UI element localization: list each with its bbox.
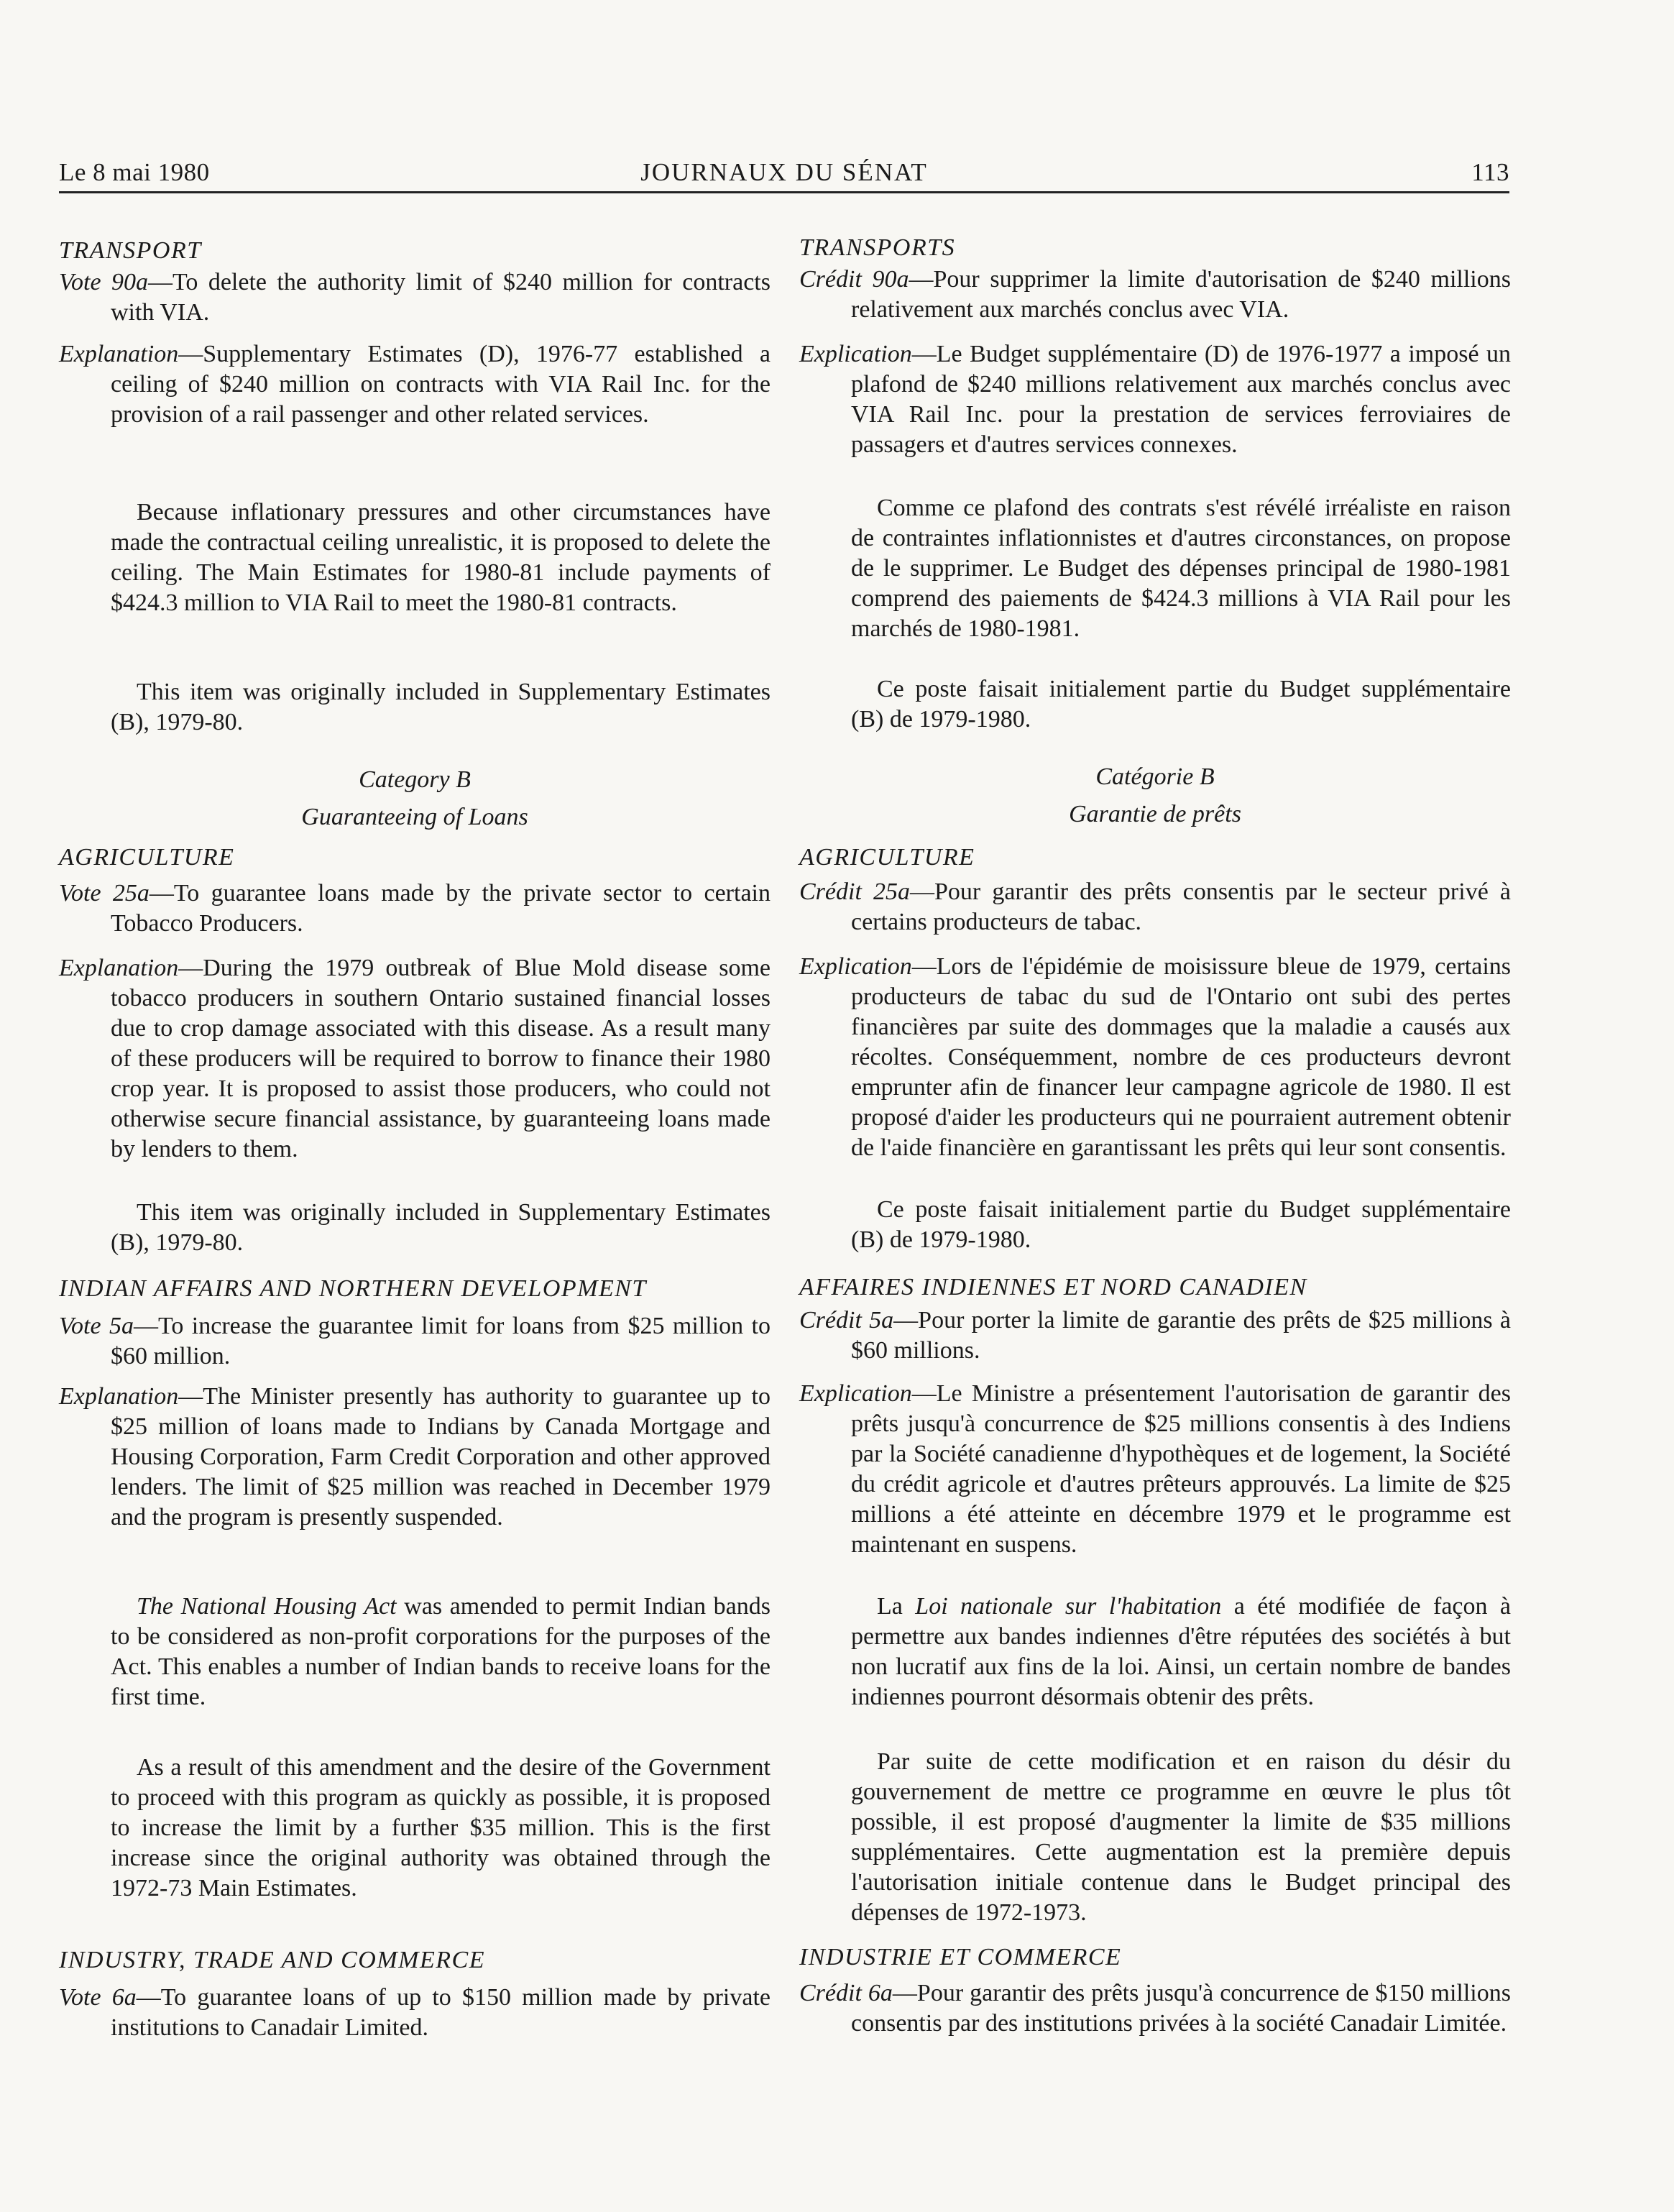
- en-indian-section: [59, 1274, 771, 1304]
- explanation-label: Explication: [799, 1380, 912, 1407]
- en-agriculture-section: [59, 843, 771, 873]
- fr-indian-vote: [799, 1305, 1511, 1366]
- explanation-text: —Le Ministre a présentement l'autorisation de garantir des prêts jusqu'à concurrence de $25 millions consentis à des Indiens par la Société canadienne d'hypothèques et de logement, la Société du crédit agricole et d'autres prêteurs approuvés. La limite de $25 millions a été atteinte en décembre 1979 et le programme est maintenant en suspens.: [851, 1380, 1511, 1558]
- en-indian-explanation: [59, 1382, 771, 1533]
- vote-label: Crédit 6a: [799, 1980, 893, 2006]
- fr-transport-section: [799, 233, 1511, 263]
- en-indian-para2: [59, 1753, 771, 1904]
- header-date: Le 8 mai 1980: [59, 158, 210, 186]
- vote-text: —To guarantee loans made by the private sector to certain Tobacco Producers.: [111, 880, 771, 937]
- explanation-text: —Lors de l'épidémie de moisissure bleue de 1979, certains producteurs de tabac du sud de l'Ontario ont subi des pertes financières par suite des dommages que la maladie a causés aux récoltes. Conséquemment, nombre de ces producteurs devront emprunter afin de financer leur campagne agricole de 1980. Il est proposé d'aider les producteurs qui ne pourraient autrement obtenir de l'aide financière en garantissant les prêts qui leur sont consentis.: [851, 953, 1511, 1161]
- vote-label: Vote 5a: [59, 1313, 134, 1339]
- fr-industry-section: [799, 1942, 1511, 1973]
- category-title: Catégorie B: [1095, 763, 1215, 790]
- en-industry-section: [59, 1945, 771, 1975]
- act-title: The National Housing Act: [137, 1593, 397, 1620]
- explanation-text: —Le Budget supplémentaire (D) de 1976-1977 a imposé un plafond de $240 millions relativement aux marchés conclus avec VIA Rail Inc. pour la prestation de services ferroviaires de passagers et d'autres services connexes.: [851, 341, 1511, 458]
- vote-text: —Pour supprimer la limite d'autorisation de $240 millions relativement aux marchés conclus avec VIA.: [851, 266, 1511, 323]
- paragraph-text: a été modifiée de façon à permettre aux bandes indiennes d'être réputées des sociétés à but non lucratif aux fins de la loi. Ainsi, un certain nombre de bandes indiennes pourront désormais obtenir des prêts.: [851, 1593, 1512, 1710]
- en-agriculture-para1: [59, 1198, 771, 1258]
- vote-text: —To increase the guarantee limit for loans from $25 million to $60 million.: [111, 1313, 771, 1369]
- paragraph-text: was amended to permit Indian bands to be considered as non-profit corporations for the purposes of the Act. This enables a number of Indian bands to receive loans for the first time.: [111, 1593, 771, 1710]
- vote-text: —Pour garantir des prêts consentis par le secteur privé à certains producteurs de tabac.: [851, 878, 1511, 935]
- fr-indian-section: [799, 1272, 1511, 1303]
- page-number: 113: [1471, 158, 1509, 186]
- en-indian-vote: [59, 1311, 771, 1372]
- vote-label: Crédit 25a: [799, 878, 910, 905]
- section-heading: INDUSTRY, TRADE AND COMMERCE: [59, 1947, 485, 1973]
- en-agriculture-explanation: [59, 953, 771, 1165]
- vote-text: —To guarantee loans of up to $150 million made by private institutions to Canadair Limited.: [111, 1984, 771, 2041]
- vote-text: —Pour garantir des prêts jusqu'à concurrence de $150 millions consentis par des institutions privées à la société Canadair Limitée.: [851, 1980, 1511, 2037]
- fr-transport-explanation: [799, 339, 1511, 460]
- act-title: Loi nationale sur l'habitation: [915, 1593, 1222, 1620]
- fr-agriculture-section: [799, 843, 1511, 873]
- en-industry-vote: [59, 1983, 771, 2043]
- vote-text: —Pour porter la limite de garantie des prêts de $25 millions à $60 millions.: [851, 1307, 1511, 1364]
- fr-indian-explanation: [799, 1379, 1511, 1560]
- fr-agriculture-explanation: [799, 952, 1511, 1163]
- paragraph: Par suite de cette modification et en raison du désir du gouvernement de mettre ce programme en œuvre le plus tôt possible, il est proposé d'augmenter la limite de $35 millions supplémentaires. Cette augmentation est la première depuis l'autorisation initiale contenue dans le Budget principal des dépenses de 1972-1973.: [851, 1748, 1511, 1926]
- section-heading: AFFAIRES INDIENNES ET NORD CANADIEN: [799, 1274, 1307, 1300]
- paragraph: Because inflationary pressures and other circumstances have made the contractual ceiling unrealistic, it is proposed to delete the ceiling. The Main Estimates for 1980-81 include payments of $424.3 million to VIA Rail to meet the 1980-81 contracts.: [111, 499, 771, 616]
- vote-text: —To delete the authority limit of $240 million for contracts with VIA.: [111, 269, 771, 326]
- running-header: [59, 154, 1509, 193]
- section-heading: TRANSPORTS: [799, 234, 956, 261]
- section-heading: TRANSPORT: [59, 237, 202, 264]
- paragraph: This item was originally included in Supplementary Estimates (B), 1979-80.: [111, 1199, 771, 1256]
- category-title: Category B: [359, 766, 471, 793]
- en-transport-para1: [59, 497, 771, 618]
- section-heading: AGRICULTURE: [59, 844, 235, 871]
- section-heading: AGRICULTURE: [799, 844, 975, 871]
- header-title: JOURNAUX DU SÉNAT: [640, 158, 928, 186]
- vote-label: Crédit 5a: [799, 1307, 894, 1334]
- fr-indian-para2: [799, 1747, 1511, 1928]
- paragraph: This item was originally included in Supplementary Estimates (B), 1979-80.: [111, 679, 771, 735]
- fr-agriculture-para1: [799, 1195, 1511, 1255]
- paragraph: Ce poste faisait initialement partie du Budget supplémentaire (B) de 1979-1980.: [851, 676, 1511, 733]
- vote-label: Vote 90a: [59, 269, 148, 295]
- section-heading: INDUSTRIE ET COMMERCE: [799, 1944, 1122, 1970]
- fr-agriculture-vote: [799, 877, 1511, 937]
- vote-label: Crédit 90a: [799, 266, 909, 293]
- fr-industry-vote: [799, 1978, 1511, 2039]
- category-subtitle: Guaranteeing of Loans: [301, 804, 528, 830]
- explanation-label: Explication: [799, 953, 912, 980]
- fr-transport-para1: [799, 493, 1511, 644]
- explanation-label: Explanation: [59, 1383, 179, 1410]
- fr-transport-vote: [799, 265, 1511, 325]
- paragraph: Ce poste faisait initialement partie du Budget supplémentaire (B) de 1979-1980.: [851, 1196, 1511, 1253]
- paragraph: Comme ce plafond des contrats s'est révélé irréaliste en raison de contraintes inflationnistes et d'autres circonstances, on propose de le supprimer. Le Budget des dépenses principal de 1980-1981 comprend des paiements de $424.3 millions à VIA Rail pour les marchés de 1980-1981.: [851, 495, 1511, 642]
- fr-transport-para2: [799, 674, 1511, 735]
- en-transport-section: [59, 236, 771, 266]
- en-transport-para2: [59, 677, 771, 738]
- explanation-text: —During the 1979 outbreak of Blue Mold disease some tobacco producers in southern Ontario sustained financial losses due to crop damage associated with this disease. As a result many of these producers will be required to borrow to finance their 1980 crop year. It is proposed to assist those producers, who could not otherwise secure financial assistance, by guaranteeing loans made by lenders to them.: [111, 955, 771, 1162]
- paragraph-lead: La: [877, 1593, 916, 1620]
- vote-label: Vote 25a: [59, 880, 150, 907]
- en-transport-explanation: [59, 339, 771, 430]
- paragraph: As a result of this amendment and the desire of the Government to proceed with this program as quickly as possible, it is proposed to increase the limit by a further $35 million. This is the first increase since the original authority was obtained through the 1972-73 Main Estimates.: [111, 1754, 771, 1901]
- en-indian-para1: [59, 1592, 771, 1712]
- category-subtitle: Garantie de prêts: [1069, 801, 1241, 827]
- section-heading: INDIAN AFFAIRS AND NORTHERN DEVELOPMENT: [59, 1275, 647, 1302]
- en-agriculture-vote: [59, 878, 771, 939]
- explanation-text: —Supplementary Estimates (D), 1976-77 established a ceiling of $240 million on contracts with VIA Rail Inc. for the provision of a rail passenger and other related services.: [111, 341, 771, 428]
- explanation-label: Explication: [799, 341, 912, 367]
- fr-indian-para1: [799, 1592, 1511, 1712]
- explanation-label: Explanation: [59, 341, 179, 367]
- vote-label: Vote 6a: [59, 1984, 137, 2011]
- en-transport-vote: [59, 267, 771, 328]
- explanation-text: —The Minister presently has authority to guarantee up to $25 million of loans made to Indians by Canada Mortgage and Housing Corporation, Farm Credit Corporation and other approved lenders. The limit of $25 million was reached in December 1979 and the program is presently suspended.: [111, 1383, 771, 1530]
- explanation-label: Explanation: [59, 955, 179, 981]
